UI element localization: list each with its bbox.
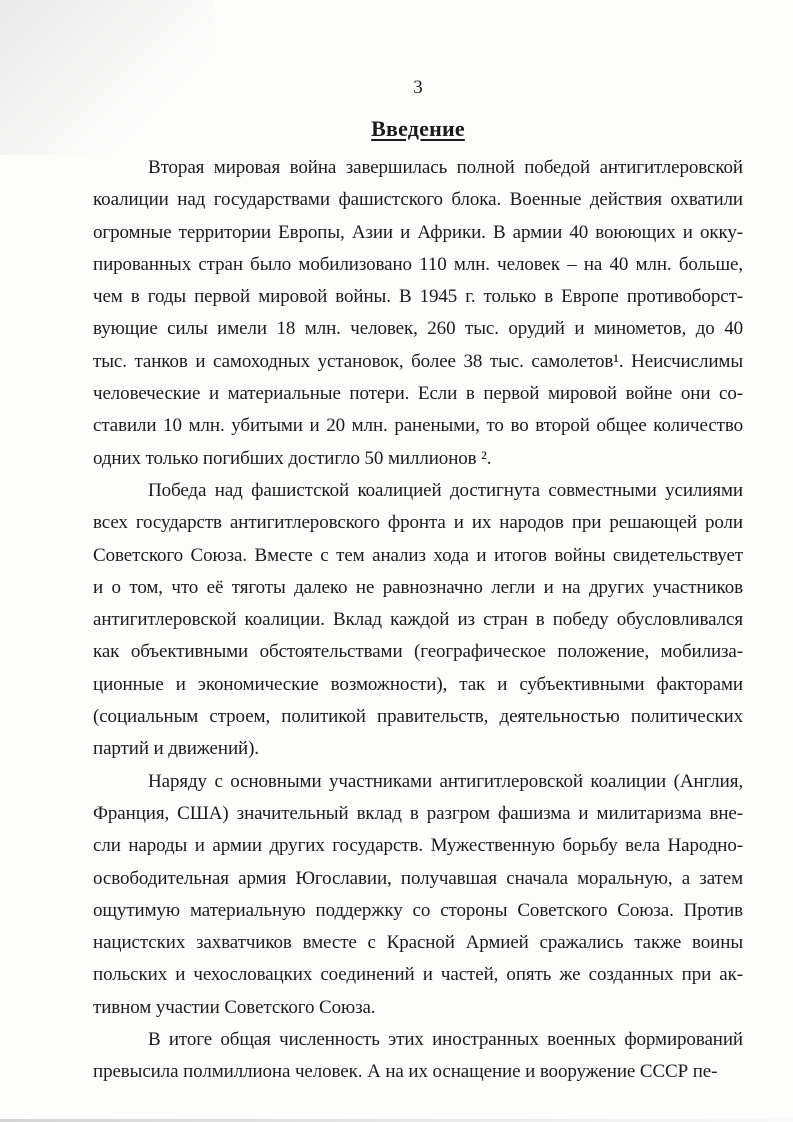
text-line: всех государств антигитлеровского фронта и их народов при решающей роли — [93, 512, 743, 534]
paragraph — [93, 766, 743, 1024]
paragraph — [93, 1024, 743, 1089]
text-line: В итоге общая численность этих иностранных военных формирований — [148, 1029, 743, 1051]
page-number: 3 — [413, 77, 423, 98]
paragraph — [93, 475, 743, 766]
text-line: освободительная армия Югославии, получавшая сначала моральную, а затем — [93, 867, 743, 889]
text-line: ционные и экономические возможности), так и субъективными факторами — [93, 673, 743, 695]
text-line: партий и движений). — [93, 738, 259, 760]
section-heading: Введение — [371, 116, 465, 141]
text-line: Советского Союза. Вместе с тем анализ хода и итогов войны свидетельствует — [93, 544, 743, 566]
text-line: польских и чехословацких соединений и частей, опять же созданных при ак- — [93, 964, 743, 986]
text-line: (социальным строем, политикой правительств, деятельностью политических — [93, 706, 743, 728]
text-line: сли народы и армии других государств. Мужественную борьбу вела Народно- — [93, 835, 743, 857]
text-line: одних только погибших достигло 50 миллионов ². — [93, 447, 492, 469]
text-line: антигитлеровской коалиции. Вклад каждой из стран в победу обусловливался — [93, 609, 743, 631]
text-line: чем в годы первой мировой войны. В 1945 г. только в Европе противоборст- — [93, 286, 743, 308]
text-line: пированных стран было мобилизовано 110 млн. человек – на 40 млн. больше, — [93, 253, 743, 275]
text-line: ощутимую материальную поддержку со стороны Советского Союза. Против — [93, 899, 743, 921]
text-line: как объективными обстоятельствами (географическое положение, мобилиза- — [93, 641, 743, 663]
text-line: человеческие и материальные потери. Если в первой мировой войне они со- — [93, 383, 743, 405]
text-line: Наряду с основными участниками антигитлеровской коалиции (Англия, — [148, 770, 743, 792]
text-line: Победа над фашистской коалицией достигнута совместными усилиями — [148, 479, 743, 501]
text-line: Вторая мировая война завершилась полной победой антигитлеровской — [148, 157, 743, 178]
text-line: огромные территории Европы, Азии и Африки. В армии 40 воюющих и окку- — [93, 221, 743, 243]
paragraph — [93, 152, 743, 475]
page-content — [93, 76, 743, 1089]
text-line: тивном участии Советского Союза. — [93, 996, 376, 1018]
text-line: Франция, США) значительный вклад в разгром фашизма и милитаризма вне- — [93, 802, 743, 824]
document-body — [93, 152, 743, 1089]
text-line: и о том, что её тяготы далеко не равнозначно легли и на других участников — [93, 576, 743, 598]
text-line: ставили 10 млн. убитыми и 20 млн. ранеными, то во второй общее количество — [93, 415, 743, 437]
text-line: нацистских захватчиков вместе с Красной Армией сражались также воины — [93, 932, 743, 954]
text-line: вующие силы имели 18 млн. человек, 260 тыс. орудий и минометов, до 40 — [93, 318, 743, 340]
text-line: превысила полмиллиона человек. А на их оснащение и вооружение СССР пе- — [93, 1061, 718, 1083]
text-line: коалиции над государствами фашистского блока. Военные действия охватили — [93, 189, 743, 211]
text-line: тыс. танков и самоходных установок, более 38 тыс. самолетов¹. Неисчислимы — [93, 350, 743, 372]
